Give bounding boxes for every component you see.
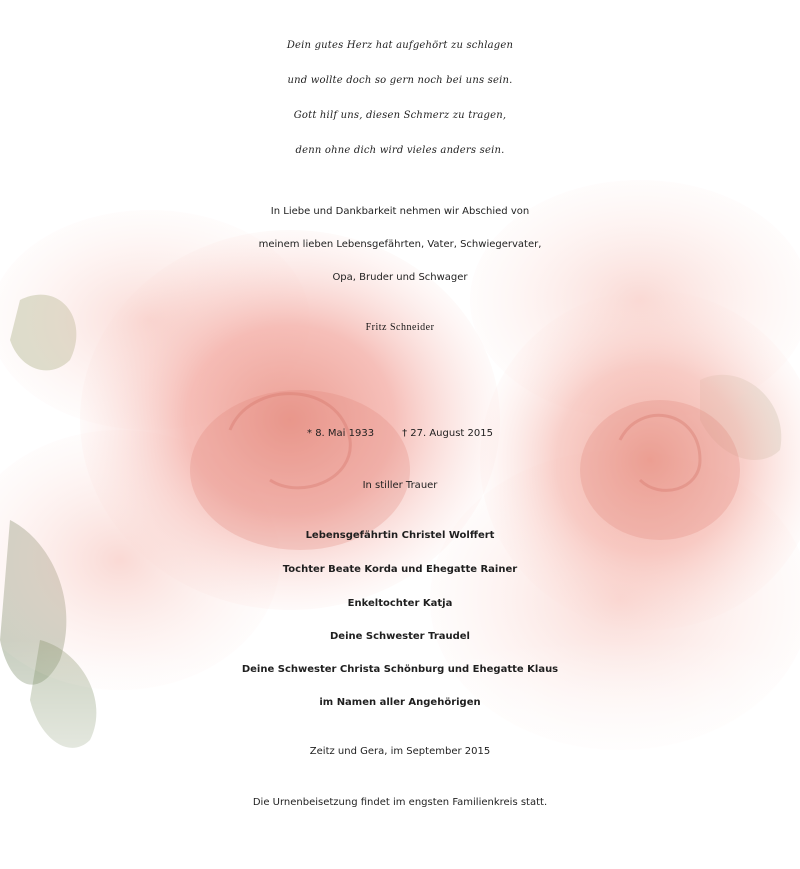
burial-notice: Die Urnenbeisetzung findet im engsten Familienkreis statt.: [252, 797, 548, 808]
mourner-line: Lebensgefährtin Christel Wolffert: [305, 530, 495, 541]
intro-line-2: meinem lieben Lebensgefährten, Vater, Schwiegervater,: [258, 239, 542, 250]
intro-line-1: In Liebe und Dankbarkeit nehmen wir Abschied von: [270, 206, 530, 217]
mourner-line: im Namen aller Angehörigen: [319, 697, 481, 708]
poem-line-3: Gott hilf uns, diesen Schmerz zu tragen,: [293, 110, 507, 121]
mourning-phrase: In stiller Trauer: [362, 480, 438, 491]
intro-line-3: Opa, Bruder und Schwager: [332, 272, 468, 283]
deceased-name: Fritz Schneider: [365, 322, 435, 333]
poem-line-2: und wollte doch so gern noch bei uns sein.: [287, 75, 513, 86]
place-and-date: Zeitz und Gera, im September 2015: [309, 746, 491, 757]
mourner-line: Deine Schwester Traudel: [330, 631, 470, 642]
mourner-line: Deine Schwester Christa Schönburg und Ehegatte Klaus: [241, 664, 559, 675]
mourner-line: Tochter Beate Korda und Ehegatte Rainer: [282, 564, 518, 575]
death-date: † 27. August 2015: [402, 428, 493, 439]
poem-line-1: Dein gutes Herz hat aufgehört zu schlagen: [286, 40, 514, 51]
birth-date: * 8. Mai 1933: [307, 428, 375, 439]
poem-line-4: denn ohne dich wird vieles anders sein.: [295, 145, 505, 156]
life-dates: [0, 428, 800, 439]
mourner-line: Enkeltochter Katja: [347, 598, 453, 609]
